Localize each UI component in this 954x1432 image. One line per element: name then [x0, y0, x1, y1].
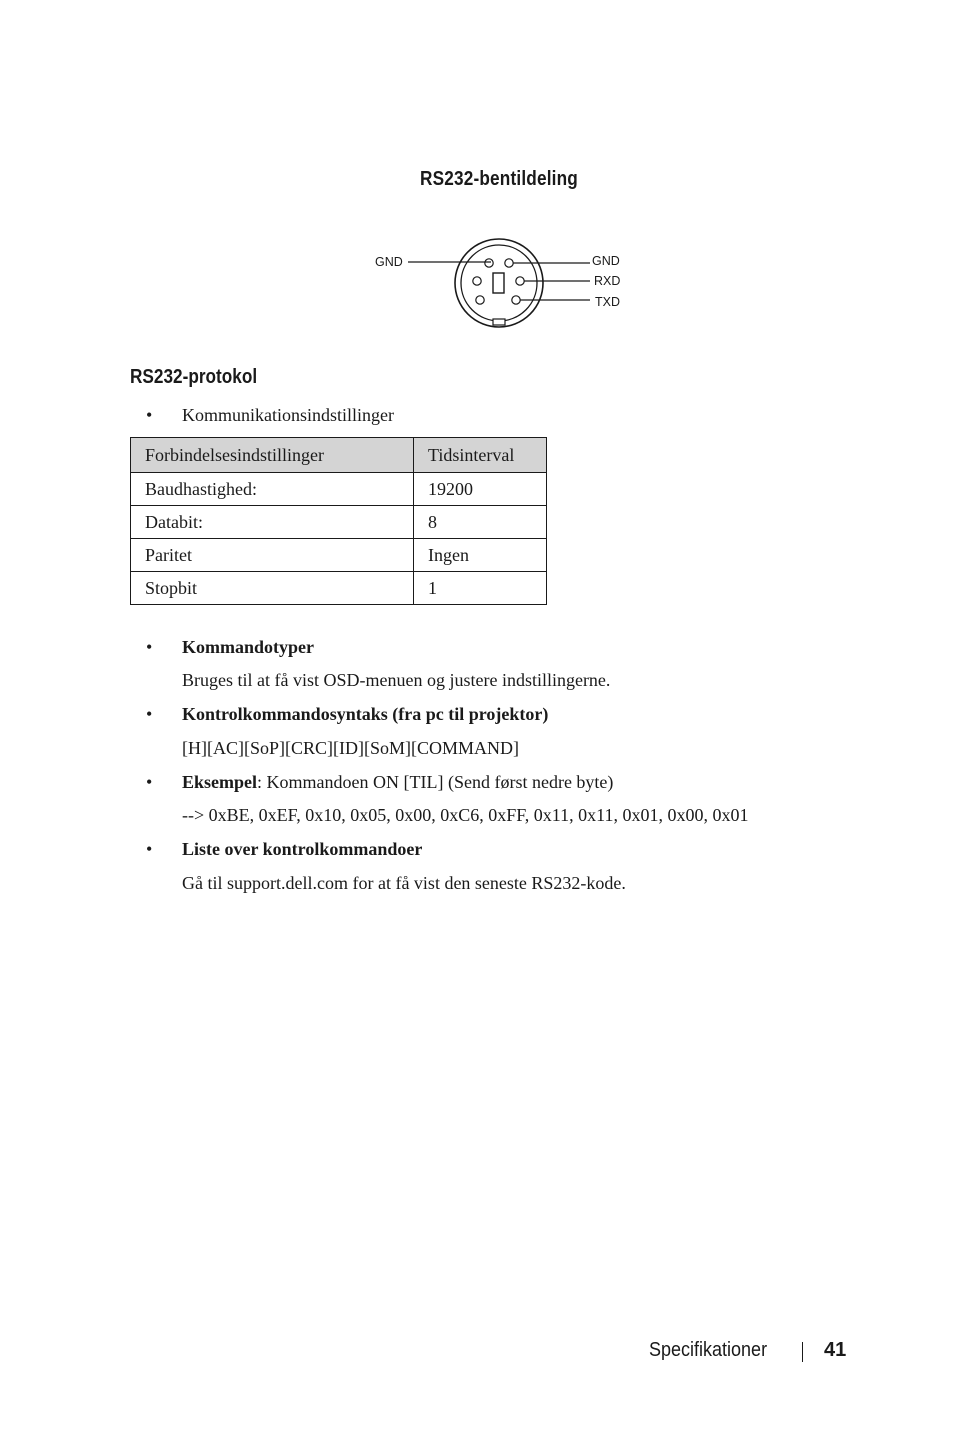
- table-header-row: [131, 438, 547, 473]
- item-detail: Gå til support.dell.com for at få vist den seneste RS232-kode.: [182, 873, 626, 893]
- rs232-connector-diagram: [360, 232, 640, 332]
- rxd-label: RXD: [594, 274, 621, 288]
- item-title: Kontrolkommandosyntaks (fra pc til projektor): [182, 704, 549, 724]
- item-detail: --> 0xBE, 0xEF, 0x10, 0x05, 0x00, 0xC6, 0xFF, 0x11, 0x11, 0x01, 0x00, 0x01: [182, 805, 749, 825]
- pin-3: [473, 277, 481, 285]
- table-cell: Ingen: [414, 539, 547, 572]
- item-title: Eksempel: [182, 772, 258, 792]
- item-title: Kommandotyper: [182, 637, 314, 657]
- table-cell: Baudhastighed:: [131, 473, 414, 506]
- table-cell: Stopbit: [131, 572, 414, 605]
- bullet-dot: •: [146, 839, 153, 859]
- bullet-dot: •: [146, 637, 153, 657]
- item-title: Liste over kontrolkommandoer: [182, 839, 423, 859]
- comm-settings-text: Kommunikationsindstillinger: [182, 405, 394, 425]
- pin-6: [512, 296, 520, 304]
- bullet-dot: •: [146, 772, 153, 792]
- connector-outer-ring: [455, 239, 543, 327]
- table-header-cell: Forbindelsesindstillinger: [131, 438, 414, 473]
- table-row: [131, 473, 547, 506]
- table-cell: Databit:: [131, 506, 414, 539]
- protocol-heading: RS232-protokol: [130, 366, 258, 388]
- table-cell: 1: [414, 572, 547, 605]
- item-detail: [H][AC][SoP][CRC][ID][SoM][COMMAND]: [182, 738, 519, 758]
- footer-section-title: Specifikationer: [649, 1339, 768, 1361]
- item-title-line: [182, 771, 613, 793]
- connector-center-block: [493, 273, 504, 293]
- page-number: 41: [824, 1339, 847, 1361]
- item-title-suffix: : Kommandoen ON [TIL] (Send først nedre byte): [257, 772, 614, 792]
- pin-5: [476, 296, 484, 304]
- pin-1: [485, 259, 493, 267]
- pin-4: [516, 277, 524, 285]
- footer-divider: [802, 1342, 803, 1362]
- bullet-dot: •: [146, 704, 153, 724]
- table-cell: Paritet: [131, 539, 414, 572]
- table-cell: 8: [414, 506, 547, 539]
- gnd-left-label: GND: [375, 255, 403, 269]
- settings-table: [130, 437, 547, 605]
- pin-2: [505, 259, 513, 267]
- table-row: [131, 572, 547, 605]
- table-row: [131, 506, 547, 539]
- table-row: [131, 539, 547, 572]
- bullet-dot: •: [146, 405, 153, 425]
- txd-label: TXD: [595, 295, 620, 309]
- pinout-title: RS232-bentildeling: [420, 168, 578, 190]
- item-detail: Bruges til at få vist OSD-menuen og justere indstillingerne.: [182, 670, 611, 690]
- table-header-cell: Tidsinterval: [414, 438, 547, 473]
- connector-inner-ring: [461, 245, 537, 321]
- connector-key: [493, 319, 505, 325]
- gnd-right-label: GND: [592, 254, 620, 268]
- table-cell: 19200: [414, 473, 547, 506]
